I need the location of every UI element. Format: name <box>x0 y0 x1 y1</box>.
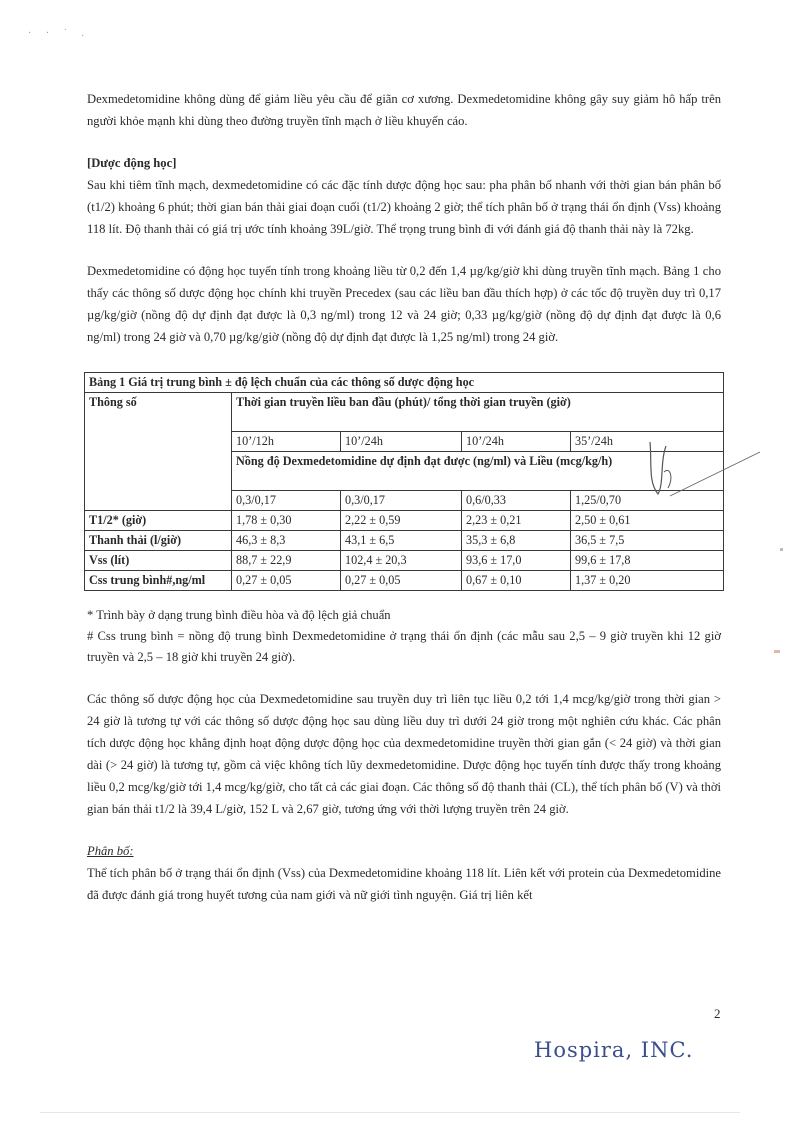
dose-value-2: 0,3/0,17 <box>341 491 462 511</box>
company-stamp: Hospira, INC. <box>534 1038 694 1062</box>
table-cell: 1,37 ± 0,20 <box>571 571 724 591</box>
table-cell: 36,5 ± 7,5 <box>571 531 724 551</box>
dose-value-4: 1,25/0,70 <box>571 491 724 511</box>
pharmacokinetics-paragraph-3: Các thông số dược động học của Dexmedetomidine sau truyền duy trì liên tục liều 0,2 tới 1,4 mcg/kg/giờ trong thời gian > 24 giờ là tương tự với các thông số dược động học sau dùng liều duy trì dưới 24 giờ trong một nghiên cứu khác. Các phân tích dược động học khẳng định hoạt động dược động học của dexmedetomidine truyền thời gian gắn (< 24 giờ) và thời gian dài (> 24 giờ) là tương tự, gồm cả việc không tích lũy dexmedetomidine. Dược động học tuyến tính được thấy trong khoảng liều 0,2 mcg/kg/giờ tới 1,4 mcg/kg/giờ, cho tất cả các giai đoạn. Các thông số độ thanh thải (CL), thể tích phân bố (V) và thời gian bán thải t1/2 là 39,4 L/giờ, 152 L và 2,67 giờ, tương ứng với thời lượng truyền trên 24 giờ. <box>87 692 721 816</box>
pharmacokinetics-paragraph-2: Dexmedetomidine có động học tuyến tính trong khoảng liều từ 0,2 đến 1,4 µg/kg/giờ khi dùng truyền tĩnh mạch. Bảng 1 cho thấy các thông số dược động học chính khi truyền Precedex (sau các liều ban đầu thích hợp) ở các tốc độ truyền duy trì 0,17 µg/kg/giờ (nồng độ dự định đạt được là 0,3 ng/ml) trong 12 và 24 giờ; 0,33 µg/kg/giờ (nồng độ dự định đạt được là 0,6 ng/ml) trong 24 giờ và 0,70 µg/kg/giờ (nồng độ dự định đạt được là 1,25 ng/ml) trong 24 giờ. <box>87 264 721 344</box>
table-row <box>85 511 724 531</box>
row-label-css: Css trung bình#,ng/ml <box>85 571 232 591</box>
note-harmonic-mean: * Trình bày ở dạng trung bình điều hòa và độ lệch giả chuẩn <box>87 608 391 622</box>
distribution-paragraph: Thể tích phân bố ở trạng thái ổn định (Vss) của Dexmedetomidine khoảng 118 lít. Liên kết với protein của Dexmedetomidine đã được đánh giá trong huyết tương của nam giới và nữ giới tình nguyện. Giá trị liên kết <box>87 866 721 902</box>
table-row <box>85 551 724 571</box>
table-cell: 0,27 ± 0,05 <box>232 571 341 591</box>
table-cell: 43,1 ± 6,5 <box>341 531 462 551</box>
param-column-header: Thông số <box>85 393 232 511</box>
pharmacokinetics-paragraph-1: Sau khi tiêm tĩnh mạch, dexmedetomidine có các đặc tính dược động học sau: pha phân bố nhanh với thời gian bán phân bố (t1/2) khoảng 6 phút; thời gian bán thải giai đoạn cuối (t1/2) khoảng 2 giờ; thể tích phân bố ở trạng thái ổn định (Vss) khoảng 118 lít. Độ thanh thải có giá trị ước tính khoảng 39L/giờ. Thể trọng trung bình đi với đánh giá độ thanh thải này là 72kg. <box>87 178 721 236</box>
scan-mark <box>774 650 780 653</box>
table-caption: Bảng 1 Giá trị trung bình ± độ lệch chuẩn của các thông số dược động học <box>85 373 724 393</box>
scan-specks: · · ˙ . <box>28 28 90 39</box>
note-css-mean: # Css trung bình = nồng độ trung bình Dexmedetomidine ở trạng thái ổn định (các mẫu sau 2,5 – 9 giờ truyền khi 12 giờ truyền và 2,5 – 18 giờ khi truyền 24 giờ). <box>87 629 721 664</box>
handwritten-signature <box>630 432 770 512</box>
dose-value-3: 0,6/0,33 <box>462 491 571 511</box>
dose-value-1: 0,3/0,17 <box>232 491 341 511</box>
table-cell: 2,50 ± 0,61 <box>571 511 724 531</box>
time-value-3: 10’/24h <box>462 432 571 452</box>
table-cell: 102,4 ± 20,3 <box>341 551 462 571</box>
table-row <box>85 571 724 591</box>
table-row <box>85 531 724 551</box>
page-content <box>87 88 721 906</box>
table-cell: 0,67 ± 0,10 <box>462 571 571 591</box>
table-cell: 1,78 ± 0,30 <box>232 511 341 531</box>
row-label-vss: Vss (lít) <box>85 551 232 571</box>
time-value-1: 10’/12h <box>232 432 341 452</box>
distribution-heading: Phân bố: <box>87 844 134 858</box>
table-cell: 2,23 ± 0,21 <box>462 511 571 531</box>
page-number: 2 <box>714 1006 721 1021</box>
row-label-half-life: T1/2* (giờ) <box>85 511 232 531</box>
infusion-time-header: Thời gian truyền liều ban đầu (phút)/ tổng thời gian truyền (giờ) <box>232 393 724 432</box>
table-cell: 46,3 ± 8,3 <box>232 531 341 551</box>
table-notes <box>87 605 721 668</box>
scan-dot <box>780 548 783 551</box>
time-value-2: 10’/24h <box>341 432 462 452</box>
target-concentration-header: Nồng độ Dexmedetomidine dự định đạt được (ng/ml) và Liều (mcg/kg/h) <box>232 452 724 491</box>
table-cell: 2,22 ± 0,59 <box>341 511 462 531</box>
table-cell: 88,7 ± 22,9 <box>232 551 341 571</box>
scan-edge-line <box>40 1112 740 1113</box>
pharmacokinetics-heading: [Dược động học] <box>87 156 177 170</box>
table-cell: 93,6 ± 17,0 <box>462 551 571 571</box>
row-label-clearance: Thanh thải (l/giờ) <box>85 531 232 551</box>
table-cell: 99,6 ± 17,8 <box>571 551 724 571</box>
pk-parameters-table <box>84 372 724 591</box>
table-cell: 0,27 ± 0,05 <box>341 571 462 591</box>
intro-paragraph: Dexmedetomidine không dùng để giảm liều yêu cầu để giãn cơ xương. Dexmedetomidine không gây suy giảm hô hấp trên người khỏe mạnh khi dùng theo đường truyền tĩnh mạch ở liều khuyến cáo. <box>87 92 721 128</box>
table-cell: 35,3 ± 6,8 <box>462 531 571 551</box>
time-value-4: 35’/24h <box>571 432 724 452</box>
